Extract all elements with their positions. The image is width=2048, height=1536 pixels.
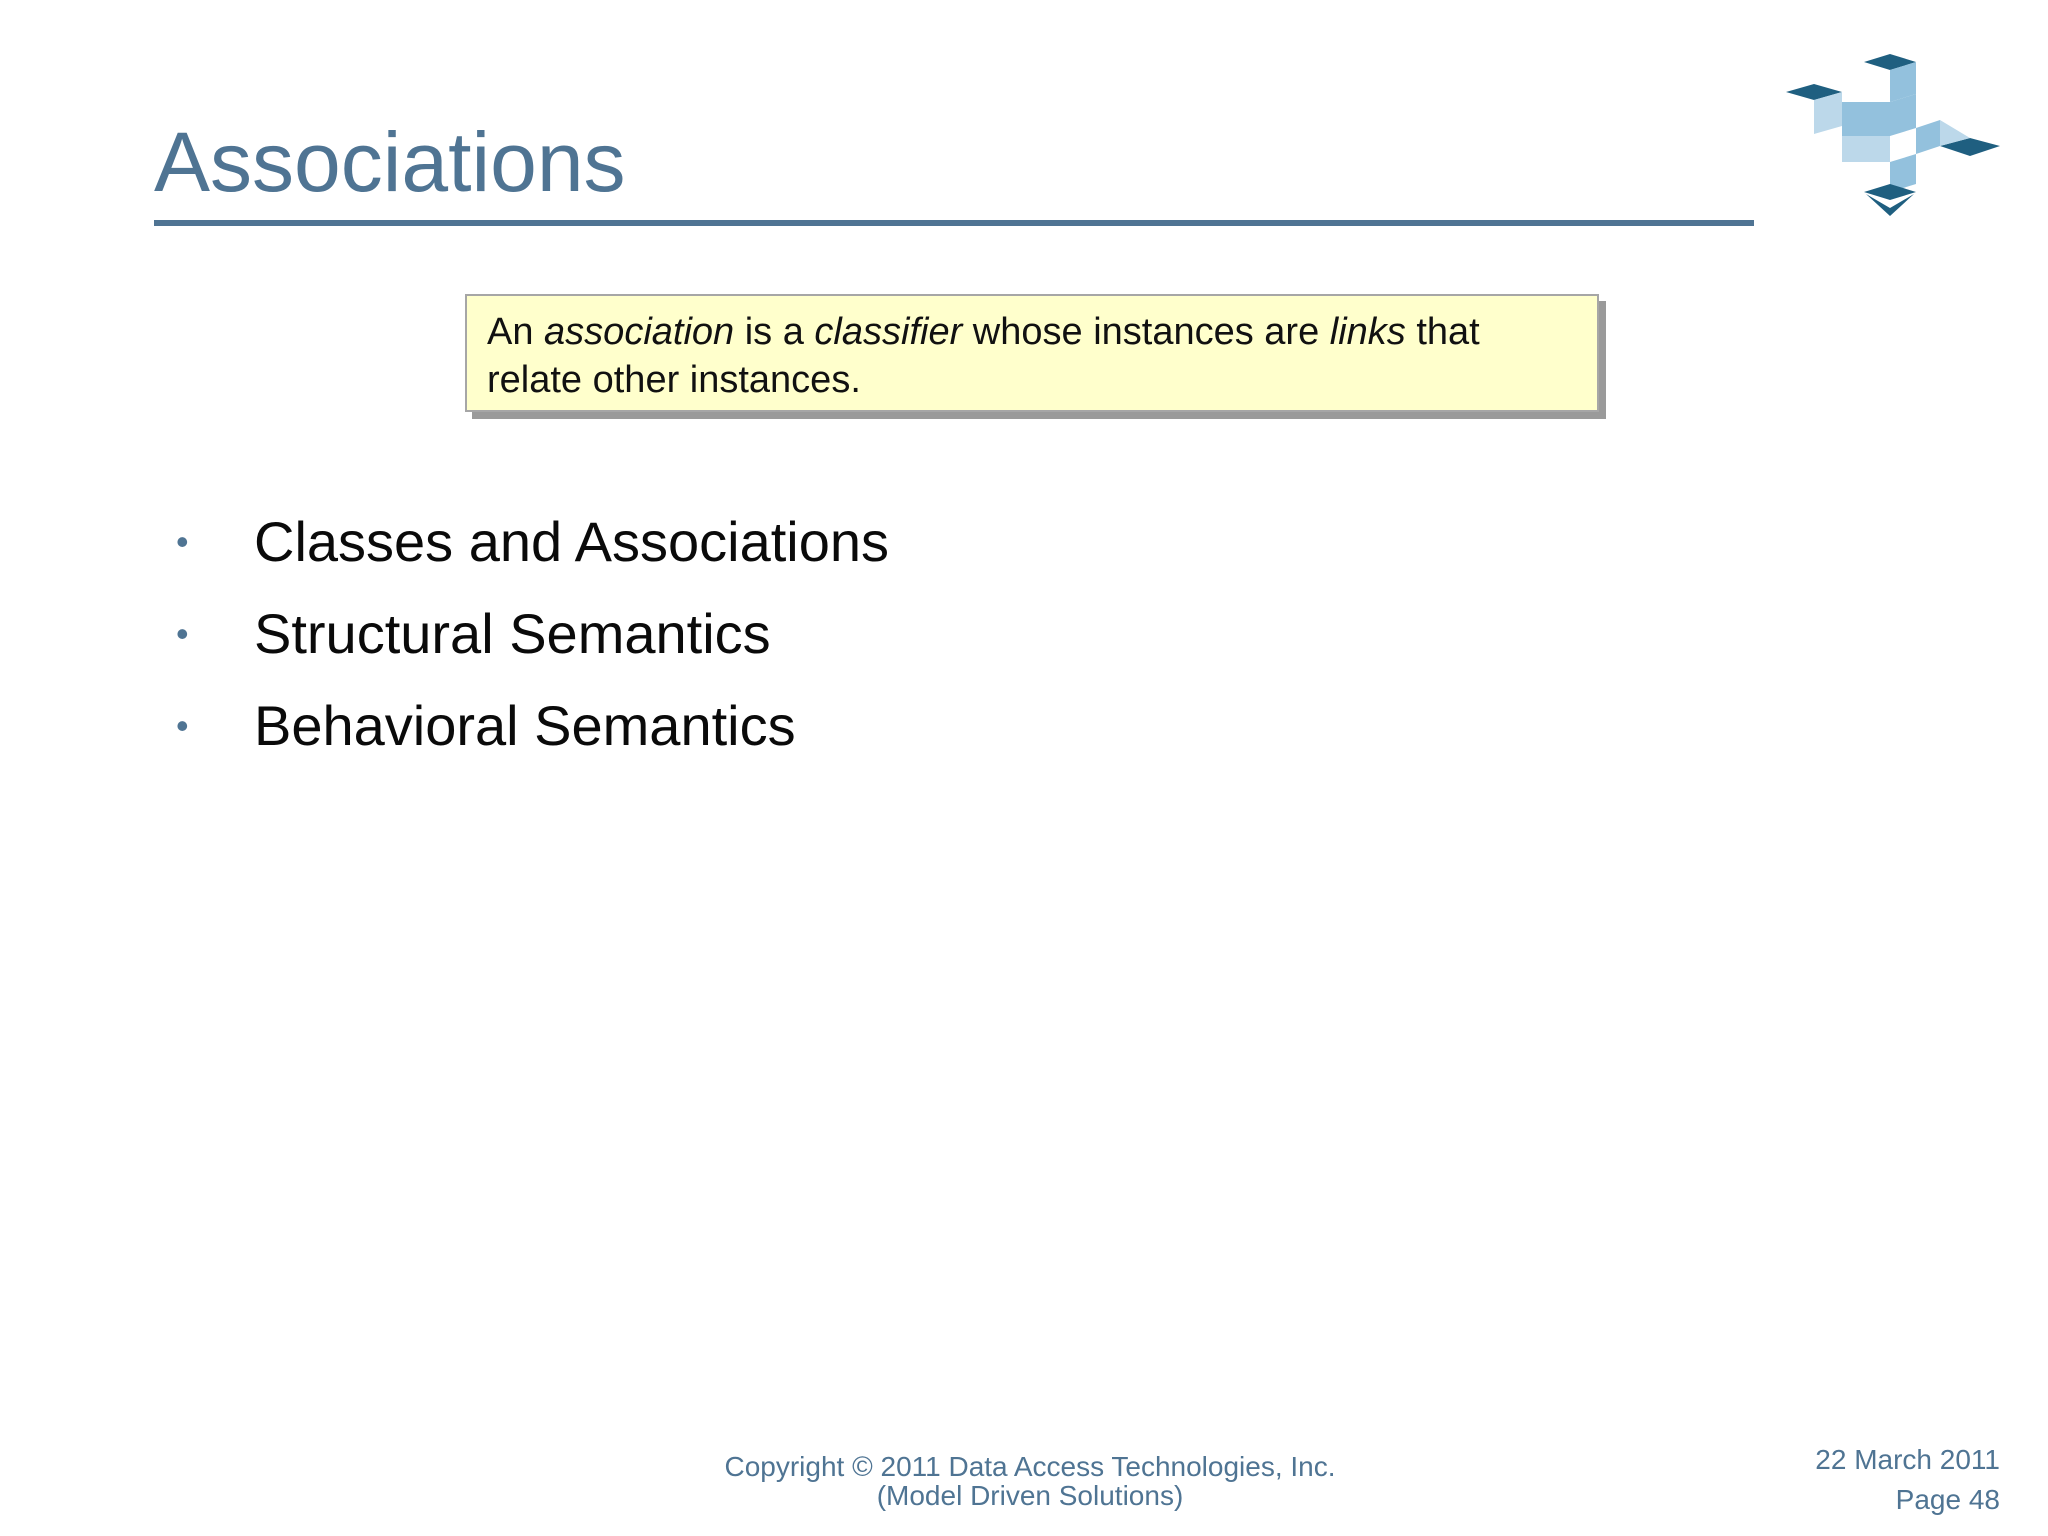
definition-term-links: links: [1329, 311, 1406, 353]
bullet-icon: •: [176, 613, 189, 654]
footer-date-page: [1815, 1440, 2000, 1520]
definition-callout: [465, 294, 1599, 412]
definition-term-association: association: [544, 311, 735, 353]
definition-text-1: An: [487, 311, 545, 353]
list-item-text: Behavioral Semantics: [254, 694, 796, 757]
page-number: Page 48: [1895, 1484, 2000, 1515]
bullet-icon: •: [176, 521, 189, 562]
copyright-line: Copyright © 2011 Data Access Technologies, Inc.: [724, 1451, 1336, 1482]
footer-copyright: [700, 1452, 1360, 1510]
definition-text-2: is a: [734, 311, 815, 353]
definition-text-3: whose instances are: [962, 311, 1330, 353]
list-item-text: Classes and Associations: [254, 510, 890, 573]
list-item-text: Structural Semantics: [254, 602, 771, 665]
slide-date: 22 March 2011: [1815, 1444, 2000, 1475]
bullet-icon: •: [176, 705, 189, 746]
stacked-cubes-logo-icon: [1786, 54, 2012, 216]
copyright-company: (Model Driven Solutions): [876, 1480, 1184, 1511]
logo-center-shade: [1842, 136, 1890, 162]
definition-term-classifier: classifier: [814, 311, 963, 353]
title-underline: [154, 220, 1754, 226]
logo-center-cube: [1842, 94, 1916, 136]
logo-right-cube: [1916, 120, 1940, 154]
slide-title: Associations: [154, 115, 626, 209]
definition-text-4: that relate other instances.: [487, 311, 1480, 401]
